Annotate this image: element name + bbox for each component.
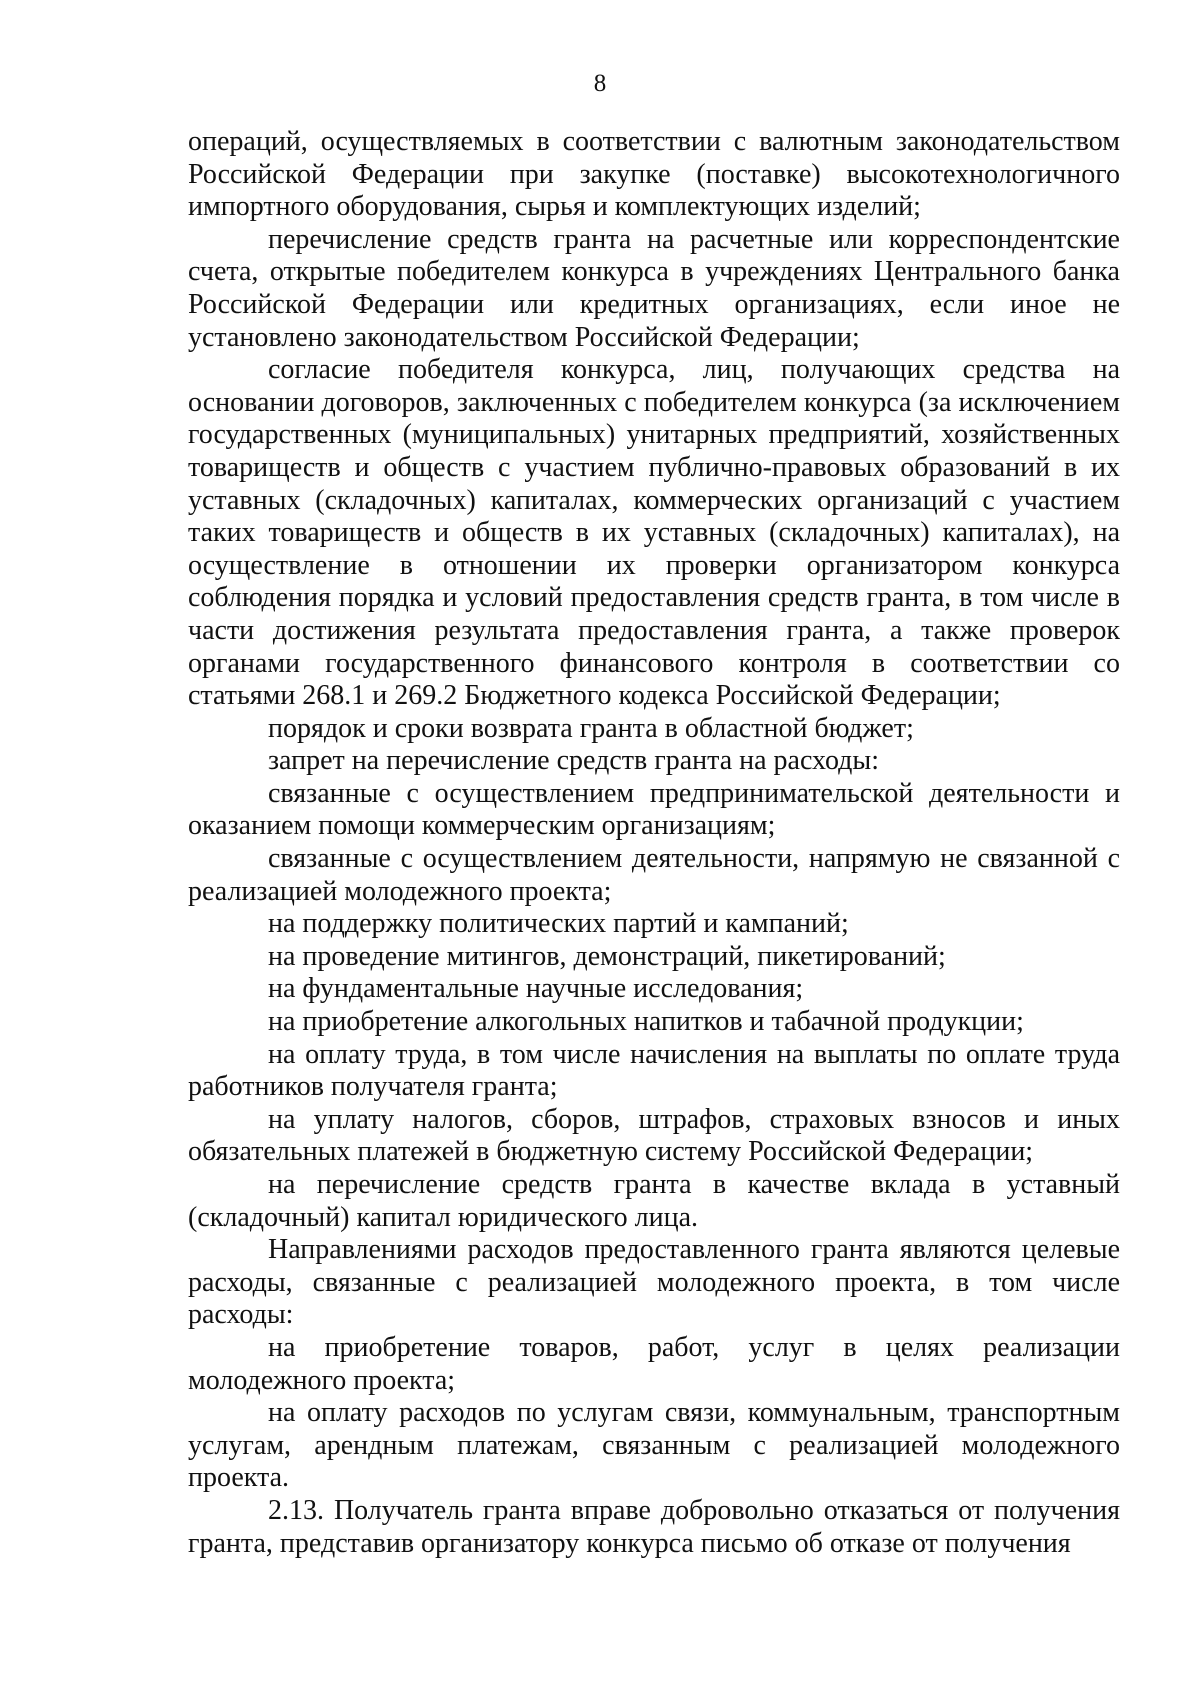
- paragraph: на оплату расходов по услугам связи, коммунальным, транспортным услугам, арендным платежам, связанным с реализацией молодежного проекта.: [188, 1397, 1120, 1494]
- body-text: [188, 126, 1120, 1560]
- paragraph: согласие победителя конкурса, лиц, получающих средства на основании договоров, заключенных с победителем конкурса (за исключением государственных (муниципальных) унитарных предприятий, хозяйственных товариществ и обществ с участием публично-правовых образований в их уставных (складочных) капиталах, коммерческих организаций с участием таких товариществ и обществ в их уставных (складочных) капиталах), на осуществление в отношении их проверки организатором конкурса соблюдения порядка и условий предоставления средств гранта, в том числе в части достижения результата предоставления гранта, а также проверок органами государственного финансового контроля в соответствии со статьями 268.1 и 269.2 Бюджетного кодекса Российской Федерации;: [188, 354, 1120, 712]
- paragraph: на поддержку политических партий и кампаний;: [268, 908, 849, 940]
- paragraph: операций, осуществляемых в соответствии с валютным законодательством Российской Федерации при закупке (поставке) высокотехнологичного импортного оборудования, сырья и комплектующих изделий;: [188, 126, 1120, 223]
- paragraph: на перечисление средств гранта в качестве вклада в уставный (складочный) капитал юридического лица.: [188, 1169, 1120, 1233]
- paragraph: 2.13. Получатель гранта вправе добровольно отказаться от получения гранта, представив организатору конкурса письмо об отказе от получения: [188, 1494, 1120, 1559]
- paragraph: порядок и сроки возврата гранта в областной бюджет;: [268, 712, 914, 744]
- paragraph: на проведение митингов, демонстраций, пикетирований;: [268, 940, 946, 972]
- paragraph: связанные с осуществлением деятельности, напрямую не связанной с реализацией молодежного проекта;: [188, 843, 1120, 907]
- page-number: 8: [593, 70, 607, 97]
- paragraph: на оплату труда, в том числе начисления на выплаты по оплате труда работников получателя гранта;: [188, 1038, 1120, 1103]
- paragraph: перечисление средств гранта на расчетные или корреспондентские счета, открытые победителем конкурса в учреждениях Центрального банка Российской Федерации или кредитных организациях, если иное не установлено законодательством Российской Федерации;: [188, 223, 1120, 353]
- paragraph: на фундаментальные научные исследования;: [268, 973, 804, 1005]
- paragraph: Направлениями расходов предоставленного гранта являются целевые расходы, связанные с реализацией молодежного проекта, в том числе расходы:: [188, 1234, 1120, 1331]
- paragraph: запрет на перечисление средств гранта на расходы:: [268, 745, 879, 777]
- paragraph: на уплату налогов, сборов, штрафов, страховых взносов и иных обязательных платежей в бюджетную систему Российской Федерации;: [188, 1103, 1120, 1168]
- paragraph: на приобретение алкогольных напитков и табачной продукции;: [268, 1006, 1024, 1038]
- paragraph: на приобретение товаров, работ, услуг в целях реализации молодежного проекта;: [188, 1331, 1120, 1396]
- paragraph: связанные с осуществлением предпринимательской деятельности и оказанием помощи коммерческим организациям;: [188, 777, 1120, 842]
